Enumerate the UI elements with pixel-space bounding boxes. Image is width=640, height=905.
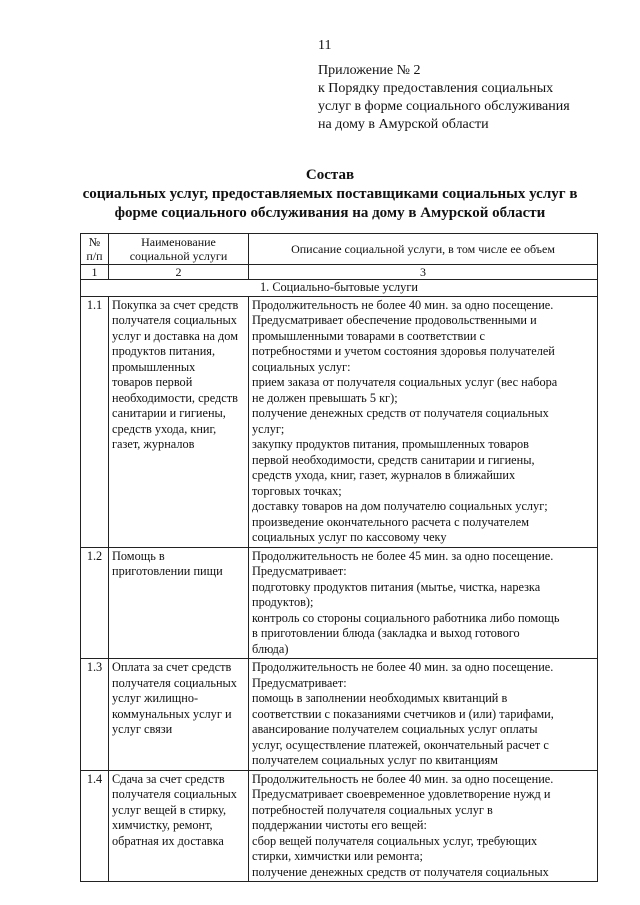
service-description-line: торговых точках; [252, 483, 342, 498]
service-description-line: услуг; [252, 421, 285, 436]
col-number: 1 [81, 265, 109, 280]
service-name-line: услуг жилищно- [112, 691, 199, 705]
service-description-line: Предусматривает: [252, 675, 347, 690]
service-description-line: первой необходимости, средств санитарии и гигиены, [252, 452, 535, 467]
section-title: 1. Социально-бытовые услуги [81, 280, 598, 297]
service-description-line: прием заказа от получателя социальных услуг (вес набора [252, 375, 558, 389]
appendix-block [318, 62, 618, 134]
service-name-line: получателя социальных [112, 787, 237, 801]
service-name-line: химчистку, ремонт, [112, 818, 213, 832]
service-name [109, 659, 249, 771]
service-name-line: обратная их доставка [112, 833, 224, 848]
service-description-line: доставку товаров на дом получателю социальных услуг; [252, 499, 548, 513]
service-description [249, 547, 598, 659]
column-number-row [81, 265, 598, 280]
col-number: 3 [249, 265, 598, 280]
service-description-line: потребностей получателя социальных услуг в [252, 802, 493, 817]
table-row [81, 296, 598, 547]
table-row [81, 770, 598, 882]
service-name [109, 296, 249, 547]
service-description-line: помощь в заполнении необходимых квитанций в [252, 691, 508, 705]
service-description [249, 770, 598, 882]
service-name-line: промышленных [112, 359, 196, 374]
appendix-line: к Порядку предоставления социальных [318, 81, 554, 96]
service-name-line: приготовлении пищи [112, 564, 223, 578]
service-name-line: услуг связи [112, 722, 173, 736]
service-description-line: не должен превышать 5 кг); [252, 390, 398, 405]
service-number: 1.3 [81, 659, 109, 771]
header-num: № п/п [81, 234, 109, 265]
appendix-line: услуг в форме социального обслуживания [318, 99, 570, 114]
service-description-line: Предусматривает: [252, 564, 347, 578]
title-line: социальных услуг, предоставляемых поставщиками социальных услуг в [82, 186, 578, 202]
document-title [60, 166, 600, 223]
service-description [249, 296, 598, 547]
service-name-line: необходимости, средств [112, 390, 238, 405]
services-table [80, 233, 598, 882]
table-row [81, 547, 598, 659]
service-name-line: Оплата за счет средств [112, 660, 232, 674]
title-line: форме социального обслуживания на дому в Амурской области [114, 205, 546, 221]
service-name-line: газет, журналов [112, 437, 195, 451]
service-name [109, 770, 249, 882]
service-description-line: получателем социальных услуг по квитанциям [252, 753, 498, 767]
service-name-line: Покупка за счет средств [112, 297, 239, 312]
service-description-line: социальных услуг по кассовому чеку [252, 530, 447, 544]
appendix-line: Приложение № 2 [318, 63, 421, 78]
service-description-line: Продолжительность не более 40 мин. за одно посещение. [252, 771, 554, 786]
service-name-line: санитарии и гигиены, [112, 406, 226, 420]
service-description-line: соответствии с показаниями счетчиков и (или) тарифами, [252, 706, 554, 721]
table-row [81, 659, 598, 771]
service-name-line: получателя социальных [112, 313, 237, 327]
service-description-line: Продолжительность не более 40 мин. за одно посещение. [252, 660, 554, 674]
service-description-line: получение денежных средств от получателя социальных [252, 406, 549, 420]
service-name-line: товаров первой [112, 375, 193, 389]
header-desc: Описание социальной услуги, в том числе ее объем [249, 234, 598, 265]
service-name-line: услуг и доставка на дом [112, 328, 239, 343]
service-description-line: услуг, осуществление платежей, окончательный расчет с [252, 737, 549, 752]
service-description-line: контроль со стороны социального работника либо помощь [252, 610, 560, 625]
service-description-line: продуктов); [252, 595, 314, 609]
service-description-line: промышленными товарами в соответствии с [252, 328, 486, 343]
service-description-line: потребностями и учетом состояния здоровья получателей [252, 344, 555, 358]
service-description-line: произведение окончательного расчета с получателем [252, 514, 530, 529]
section-row [81, 280, 598, 297]
appendix-line: на дому в Амурской области [318, 117, 489, 132]
service-description-line: блюда) [252, 641, 289, 656]
service-name [109, 547, 249, 659]
title-line: Состав [305, 167, 355, 183]
service-description-line: сбор вещей получателя социальных услуг, требующих [252, 833, 538, 848]
service-number: 1.1 [81, 296, 109, 547]
service-description-line: подготовку продуктов питания (мытье, чистка, нарезка [252, 579, 541, 594]
service-name-line: продуктов питания, [112, 344, 216, 358]
service-description-line: Предусматривает обеспечение продовольственными и [252, 313, 537, 327]
service-name-line: получателя социальных [112, 675, 237, 690]
header-name: Наименование социальной услуги [109, 234, 249, 265]
service-name-line: средств ухода, книг, [112, 421, 217, 436]
service-description-line: социальных услуг: [252, 359, 351, 374]
service-name-line: Помощь в [112, 548, 165, 563]
service-name-line: коммунальных услуг и [112, 706, 232, 721]
service-description-line: Предусматривает своевременное удовлетворение нужд и [252, 787, 551, 801]
col-number: 2 [109, 265, 249, 280]
service-description-line: в приготовлении блюда (закладка и выход готового [252, 626, 520, 640]
service-description-line: закупку продуктов питания, промышленных товаров [252, 437, 529, 451]
service-number: 1.4 [81, 770, 109, 882]
service-name-line: услуг вещей в стирку, [112, 802, 227, 817]
service-description-line: поддержании чистоты его вещей: [252, 818, 427, 832]
page-number: 11 [318, 38, 332, 53]
table-header-row [81, 234, 598, 265]
service-number: 1.2 [81, 547, 109, 659]
service-description-line: авансирование получателем социальных услуг оплаты [252, 722, 538, 736]
service-description-line: Продолжительность не более 40 мин. за одно посещение. [252, 297, 554, 312]
service-name-line: Сдача за счет средств [112, 771, 225, 786]
service-description [249, 659, 598, 771]
service-description-line: средств ухода, книг, газет, журналов в ближайших [252, 468, 516, 482]
service-description-line: Продолжительность не более 45 мин. за одно посещение. [252, 548, 554, 563]
service-description-line: получение денежных средств от получателя социальных [252, 864, 549, 879]
service-description-line: стирки, химчистки или ремонта; [252, 849, 423, 863]
